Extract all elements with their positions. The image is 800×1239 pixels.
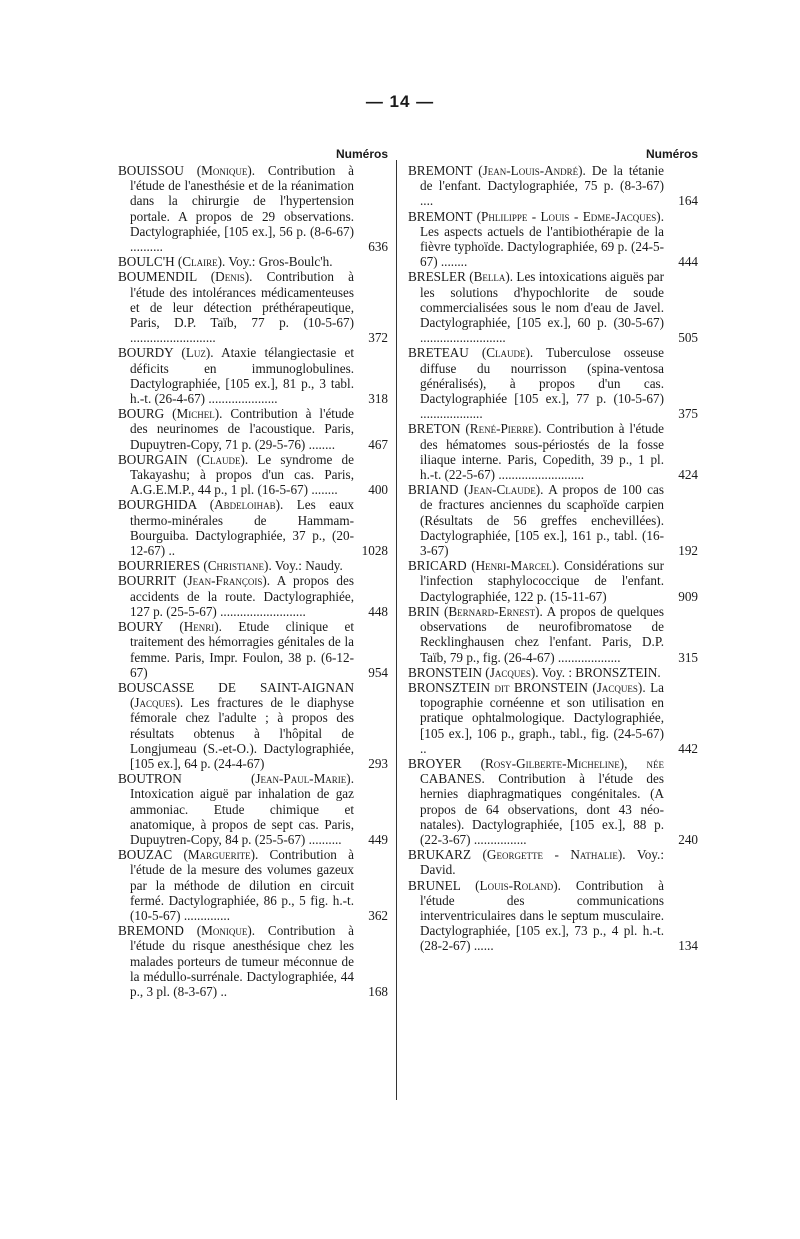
entry-number: 315 — [678, 649, 698, 665]
entry-text: A propos de 100 cas de fractures anciennes du scaphoïde carpien (Résultats de 56 greffes enchevillées). Dactylographiée, [105 ex.], 161 p., tabl. (16-3-67) — [420, 482, 664, 559]
entry-text: Intoxication aiguë par inhalation de gaz ammoniac. Etude chimique et anatomique, à propos de sept cas. Paris, Dupuytren-Copy, 84 p. (25-5-67) .......... — [130, 786, 354, 847]
index-entry — [408, 756, 698, 847]
entry-number: 318 — [368, 391, 388, 407]
entry-author: BRONSZTEIN dit BRONSTEIN (Jacques). — [408, 679, 646, 695]
entry-number: 362 — [368, 907, 388, 923]
entry-text: A propos de quelques observations de neurofibromatose de Recklinghausen chez l'enfant. Paris, D.P. Taïb, 79 p., fig. (26-4-67) ................... — [420, 603, 664, 665]
entry-author: BREMONT (Phlilippe - Louis - Edme-Jacques). — [408, 208, 664, 224]
entry-author: BREMOND (Monique). — [118, 923, 256, 939]
entry-number: 192 — [678, 543, 698, 559]
right-entry-list — [408, 163, 698, 954]
index-entry — [408, 345, 698, 421]
entry-author: BOURY (Henri). — [118, 619, 222, 635]
index-entry — [408, 163, 698, 209]
entry-number: 134 — [678, 938, 698, 954]
entry-number: 954 — [368, 664, 388, 680]
left-entry-list — [118, 163, 388, 999]
entry-author: BOURDY (Luz). — [118, 345, 214, 361]
entry-author: BREMONT (Jean-Louis-André). — [408, 163, 586, 178]
entry-author: BOURGAIN (Claude). — [118, 451, 249, 467]
index-entry — [408, 878, 698, 954]
column-header-right: Numéros — [645, 147, 698, 161]
entry-author: BRONSTEIN (Jacques). — [408, 664, 539, 680]
left-column — [118, 145, 388, 999]
entry-author: BOUMENDIL (Denis). — [118, 269, 253, 285]
index-entry — [408, 680, 698, 756]
entry-text: Contribution à l'étude des neurinomes de l'acoustique. Paris, Dupuytren-Copy, 71 p. (29-5-76) ........ — [130, 406, 355, 452]
entry-author: BRUKARZ (Georgette - Nathalie). — [408, 847, 626, 863]
entry-author: BRICARD (Henri-Marcel). — [408, 558, 560, 574]
entry-author: BOUZAC (Marguerite). — [118, 847, 259, 863]
entry-text: La topographie cornéenne et son utilisation en pratique ophtalmologique. Dactylographiée, [105 ex.], 106 p., graph., tabl., fig. (24-5-67) .. — [420, 679, 664, 756]
entry-text: Contribution à l'étude de l'anesthésie et de la réanimation dans la chirurgie de l'hypertension portale. A propos de 29 observations. Dactylographiée, [105 ex.], 56 p. (8-6-67) .......... — [130, 163, 354, 255]
entry-number: 909 — [678, 588, 698, 604]
entry-author: BOULC'H (Claire). — [118, 254, 226, 270]
entry-number: 636 — [368, 239, 388, 255]
column-header-left: Numéros — [335, 147, 388, 161]
entry-author: BOURRIT (Jean-François). — [118, 573, 271, 589]
entry-author: BRUNEL (Louis-Roland). — [408, 877, 561, 893]
index-entry — [118, 847, 388, 923]
index-entry — [118, 452, 388, 498]
entry-number: 400 — [368, 482, 388, 498]
entry-text: Le syndrome de Takayashu; à propos d'un cas. Paris, A.G.E.M.P., 44 p., 1 pl. (16-5-67) ........ — [130, 451, 354, 498]
index-entry — [118, 771, 388, 847]
entry-text: Les eaux thermo-minérales de Hammam-Bourguiba. Dactylographiée, 37 p., (20-12-67) .. — [130, 497, 355, 559]
index-entry — [118, 923, 388, 999]
entry-author: BOUTRON (Jean-Paul-Marie). — [118, 771, 354, 787]
entry-text: Considérations sur l'infection staphylococcique de l'enfant. Dactylographiée, 122 p. (15-11-67) — [420, 558, 664, 604]
entry-text: Tuberculose osseuse diffuse du nourrisson (spina-ventosa généralisés), à propos d'un cas. Dactylographiée [105 ex.], 77 p. (10-5-67) ................... — [420, 345, 664, 422]
index-entry — [118, 345, 388, 406]
entry-number: 444 — [678, 254, 698, 270]
index-entry — [408, 269, 698, 345]
entry-text: Contribution à l'étude des intolérances médicamenteuses et de leur détection préthérapeutique, Paris, D.P. Taïb, 77 p. (10-5-67) .......................... — [130, 269, 355, 346]
entry-text: Contribution à l'étude du risque anesthésique chez les malades porteurs de tumeur méconnue de la médullo-surrénale. Dactylographiée, 44 p., 3 pl. (8-3-67) .. — [130, 923, 354, 999]
page-number: — 14 — — [365, 92, 435, 111]
entry-number: 375 — [678, 406, 698, 422]
entry-number: 372 — [368, 330, 388, 346]
entry-text: A propos des accidents de la route. Dactylographiée, 127 p. (25-5-67) .......................... — [130, 573, 354, 619]
entry-number: 449 — [368, 831, 388, 847]
entry-text: Contribution à l'étude des hernies diaphragmatiques congénitales. (A propos de 64 observations, dont 43 néo-natales). Dactylographiée, [105 ex.], 88 p. (22-3-67) ................ — [420, 771, 665, 847]
entry-text: Les aspects actuels de l'antibiothérapie de la fièvre typhoïde. Dactylographiée, 69 p. (24-5-67) ........ — [420, 223, 664, 270]
entry-author: BOUSCASSE DE SAINT-AIGNAN (Jacques). — [118, 679, 354, 711]
entry-number: 424 — [678, 467, 698, 483]
index-entry — [118, 163, 388, 254]
index-entry — [118, 573, 388, 619]
index-entry — [118, 269, 388, 345]
entry-number: 240 — [678, 831, 698, 847]
entry-text: Ataxie télangiectasie et déficits en immunoglobulines. Dactylographiée, [105 ex.], 81 p., 3 tabl. h.-t. (26-4-67) ..................... — [130, 345, 354, 407]
entry-text: Voy.: Naudy. — [274, 558, 343, 574]
column-divider — [396, 160, 397, 1100]
index-entry — [408, 604, 698, 665]
entry-number: 448 — [368, 603, 388, 619]
index-entry — [118, 497, 388, 558]
entry-author: BRIAND (Jean-Claude). — [408, 482, 544, 498]
entry-number: 168 — [368, 983, 388, 999]
entry-text: De la tétanie de l'enfant. Dactylographiée, 75 p. (8-3-67) .... — [420, 163, 665, 209]
entry-author: BOUISSOU (Monique). — [118, 163, 256, 178]
entry-author: BOURGHIDA (Abdeloihab). — [118, 497, 284, 513]
index-entry — [408, 209, 698, 270]
index-entry — [408, 482, 698, 558]
entry-text: Voy.: Gros-Boulc'h. — [228, 254, 333, 270]
index-entry — [408, 421, 698, 482]
entry-author: BRIN (Bernard-Ernest). — [408, 603, 543, 619]
entry-text: Contribution à l'étude des hématomes sous-périostés de la fosse iliaque interne. Paris, Copedith, 39 p., 1 pl. h.-t. (22-5-67) .......................... — [420, 421, 665, 483]
index-entry — [118, 558, 388, 573]
index-entry — [118, 680, 388, 771]
entry-number: 164 — [678, 193, 698, 209]
index-entry — [408, 847, 698, 877]
index-entry — [408, 665, 698, 680]
entry-number: 293 — [368, 755, 388, 771]
entry-text: Etude clinique et traitement des hémorragies génitales de la femme. Paris, Impr. Foulon, 38 p. (6-12-67) — [130, 619, 354, 680]
entry-text: Les fractures de le diaphyse fémorale chez l'adulte ; à propos des résultats obtenus à l'hôpital de Longjumeau (S.-et-O.). Dactylographiée, [105 ex.], 64 p. (24-4-67) — [130, 695, 354, 771]
entry-author: BROYER (Rosy-Gilberte-Micheline), née CABANES. — [408, 755, 664, 787]
index-entry — [118, 619, 388, 680]
entry-author: BOURG (Michel). — [118, 406, 223, 422]
entry-author: BRETEAU (Claude). — [408, 345, 534, 361]
entry-text: Les intoxications aiguës par les solutions d'hypochlorite de soude commercialisées sous le nom d'eau de Javel. Dactylographiée, [105 ex.], 60 p. (30-5-67) .......................... — [420, 269, 665, 346]
right-column — [408, 145, 698, 954]
index-entry — [118, 254, 388, 269]
entry-number: 467 — [368, 436, 388, 452]
entry-text: Contribution à l'étude de la mesure des volumes gazeux par la méthode de dilution en circuit fermé. Dactylographiée, 86 p., 5 fig. h.-t. (10-5-67) .............. — [130, 847, 354, 923]
entry-number: 505 — [678, 330, 698, 346]
entry-text: Contribution à l'étude des communications interventriculaires dans le septum musculaire. Dactylographiée, [105 ex.], 73 p., 4 pl. h.-t. (28-2-67) ...... — [420, 877, 664, 954]
entry-number: 1028 — [361, 543, 388, 559]
entry-text: Voy.: David. — [420, 847, 665, 878]
entry-author: BOURRIERES (Christiane). — [118, 558, 272, 574]
entry-author: BRETON (René-Pierre). — [408, 421, 542, 437]
entry-number: 442 — [678, 740, 698, 756]
index-entry — [408, 558, 698, 604]
entry-text: Voy. : BRONSZTEIN. — [541, 664, 661, 680]
entry-author: BRESLER (Bella). — [408, 269, 514, 285]
index-entry — [118, 406, 388, 452]
